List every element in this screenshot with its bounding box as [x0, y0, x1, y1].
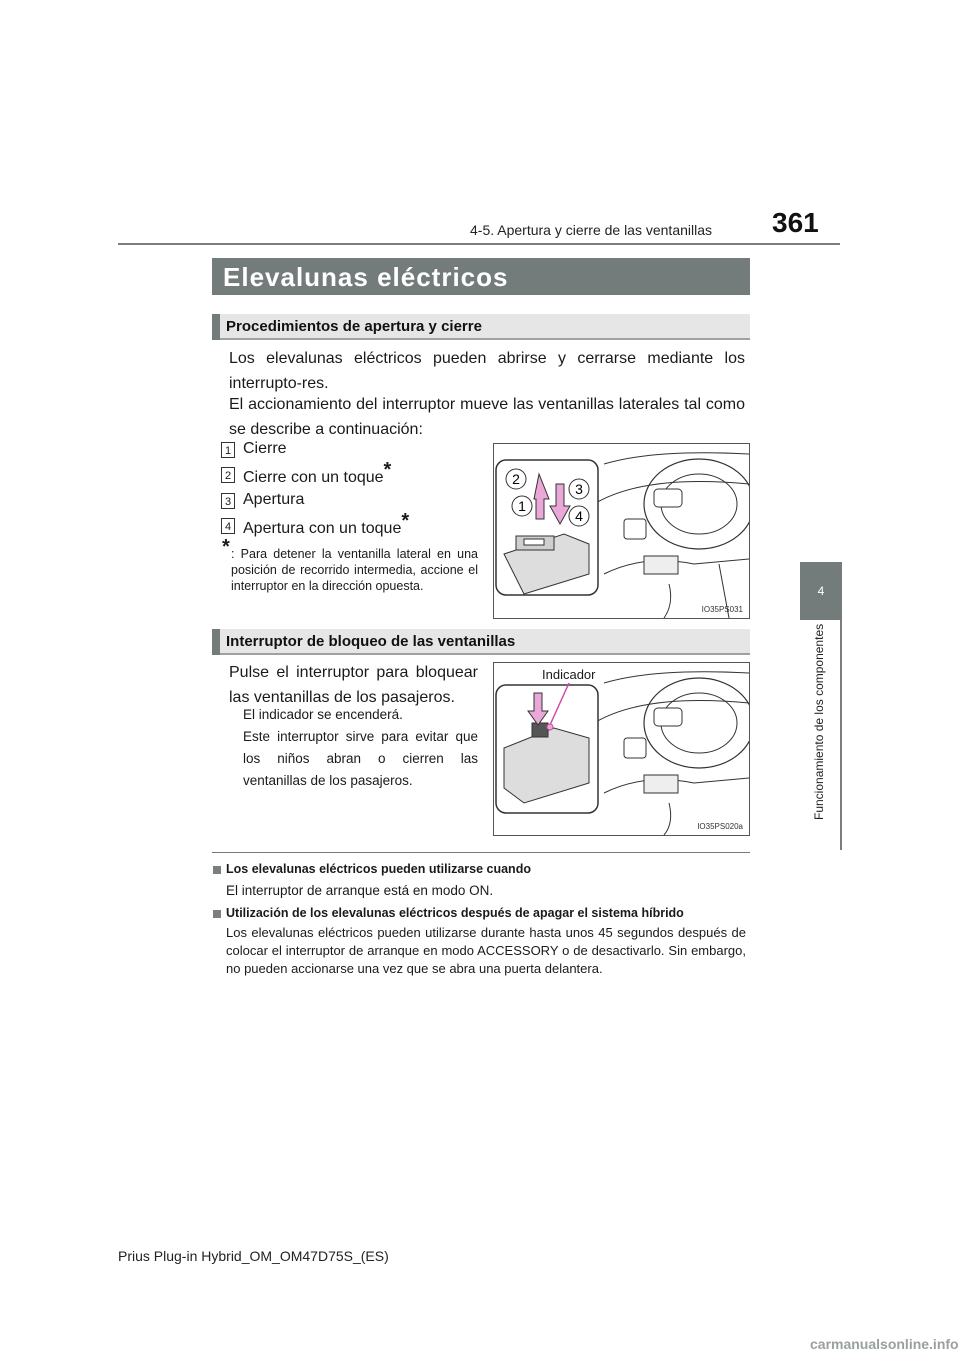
item-number: 1: [221, 442, 235, 458]
item-number: 3: [221, 493, 235, 509]
item-label: Cierre con un toque*: [243, 459, 392, 486]
asterisk: *: [401, 510, 410, 532]
lock-subnote: Este interruptor sirve para evitar que los niños abran o cierren las ventanillas de los pasajeros.: [243, 729, 478, 788]
window-lock-figure: [493, 662, 750, 836]
section-marker: [212, 314, 220, 340]
note-text: El interruptor de arranque está en modo ON.: [226, 883, 494, 898]
note-heading: Los elevalunas eléctricos pueden utilizarse cuando: [226, 862, 531, 876]
chapter-label: Funcionamiento de los componentes: [812, 623, 826, 820]
callout-4: 4: [575, 508, 583, 524]
intro-paragraph: Los elevalunas eléctricos pueden abrirse y cerrarse mediante los interrupto-res.: [229, 350, 745, 392]
figure-code: IO35PS031: [701, 605, 743, 614]
item-label: Cierre: [243, 440, 287, 457]
footer-model: Prius Plug-in Hybrid_OM_OM47D75S_(ES): [118, 1248, 389, 1264]
section-marker: [212, 629, 220, 655]
description-paragraph: El accionamiento del interruptor mueve las ventanillas laterales tal como se describe a continuación:: [229, 396, 745, 438]
item-number: 4: [221, 518, 235, 534]
watermark: carmanualsonline.info: [810, 1336, 959, 1352]
running-header: 4-5. Apertura y cierre de las ventanillas: [470, 222, 713, 238]
lock-paragraph: Pulse el interruptor para bloquear las ventanillas de los pasajeros.: [229, 664, 478, 706]
section-heading-opening: Procedimientos de apertura y cierre: [226, 318, 482, 335]
page-number: 361: [772, 207, 819, 238]
note-text: Los elevalunas eléctricos pueden utilizarse durante hasta unos 45 segundos después de colocar el interruptor de arranque en modo ACCESSORY o de desactivarlo. Sin embargo, no pueden accionarse una vez que se abra una puerta delantera.: [226, 925, 746, 976]
footnote: : Para detener la ventanilla lateral en una posición de recorrido intermedia, accione el interruptor en la dirección opuesta.: [231, 547, 478, 593]
chapter-tab: 4: [800, 562, 842, 620]
header-rule: [118, 243, 840, 245]
bullet-square: [213, 866, 221, 874]
item-label: Apertura con un toque*: [243, 510, 410, 537]
asterisk: *: [383, 459, 392, 481]
notes-rule: [212, 852, 750, 853]
item-number: 2: [221, 467, 235, 483]
item-label: Apertura: [243, 491, 305, 508]
lock-subnote: El indicador se encenderá.: [243, 707, 403, 722]
callout-3: 3: [575, 481, 583, 497]
indicator-label: Indicador: [542, 667, 596, 682]
page-title: Elevalunas eléctricos: [223, 262, 509, 292]
callout-1: 1: [518, 498, 526, 514]
side-rule: [840, 620, 842, 850]
window-lock-illustration: [494, 663, 749, 835]
window-switch-figure: [493, 443, 750, 619]
figure-code: IO35PS020a: [697, 822, 743, 831]
bullet-square: [213, 910, 221, 918]
note-asterisk: *: [222, 536, 230, 558]
note-heading: Utilización de los elevalunas eléctricos después de apagar el sistema híbrido: [226, 906, 684, 920]
window-switch-illustration: [494, 444, 749, 618]
callout-2: 2: [512, 471, 520, 487]
section-heading-lock: Interruptor de bloqueo de las ventanillas: [226, 633, 516, 650]
